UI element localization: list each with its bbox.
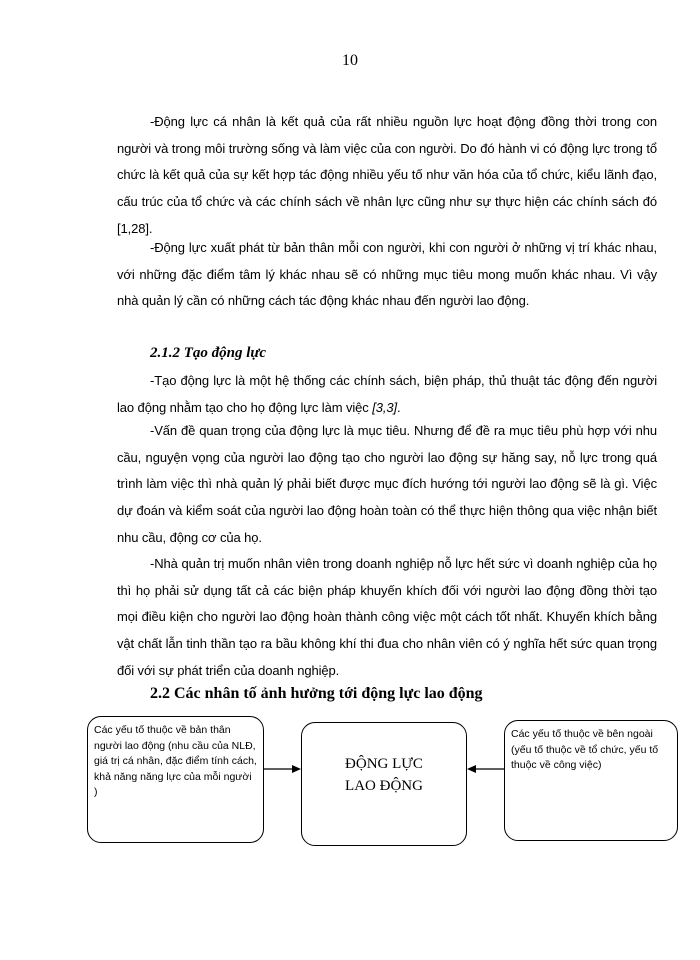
paragraph-motivation-individual: -Động lực cá nhân là kết quả của rất nhiều nguồn lực hoạt động đồng thời trong con người và trong môi trường sống và làm việc của con người. Do đó hành vi có động lực trong tổ chức là kết quả của sự kết hợp tác động nhiều yếu tố như văn hóa của tổ chức, kiểu lãnh đạo, cấu trúc của tổ chức và các chính sách về nhân lực cũng như sự thực hiện các chính sách đó [1,28]. <box>117 114 657 236</box>
arrow-right-to-center <box>467 765 504 773</box>
heading-2-2: 2.2 Các nhân tố ảnh hưởng tới động lực lao động <box>150 685 483 702</box>
citation-3-3: [3,3] <box>372 399 397 415</box>
page-number: 10 <box>342 52 358 69</box>
paragraph-create-motivation-text: -Tạo động lực là một hệ thống các chính sách, biện pháp, thủ thuật tác động đến người lao động nhằm tạo cho họ động lực làm việc <box>117 373 657 415</box>
paragraph-goals: -Vấn đề quan trọng của động lực là mục tiêu. Nhưng để đề ra mục tiêu phù hợp với nhu cầu, nguyện vọng của người lao động tạo cho người lao động sự hăng say, nỗ lực trong quá trình làm việc thì nhà quản lý phải biết được mục đích hướng tới người lao động sẽ là gì. Việc dự đoán và kiểm soát của người lao động hoàn toàn có thể thực hiện thông qua việc nhận biết nhu cầu, động cơ của họ. <box>117 423 657 545</box>
paragraph-motivation-source: -Động lực xuất phát từ bản thân mỗi con người, khi con người ở những vị trí khác nhau, với những đặc điểm tâm lý khác nhau sẽ có những mục tiêu mong muốn khác nhau. Vì vậy nhà quản lý cần có những cách tác động khác nhau đến người lao động. <box>117 240 657 309</box>
paragraph-manager: -Nhà quản trị muốn nhân viên trong doanh nghiệp nỗ lực hết sức vì doanh nghiệp của họ thì họ phải sử dụng tất cả các biện pháp khuyến khích đối với người lao động đồng thời tạo mọi điều kiện cho người lao động hoàn thành công việc một cách tốt nhất. Khuyến khích bằng vật chất lẫn tinh thần tạo ra bầu không khí thi đua cho nhân viên có ý nghĩa hết sức quan trọng đối với sự phát triển của doanh nghiệp. <box>117 556 657 678</box>
personal-factors-text: Các yếu tố thuộc về bản thân người lao động (nhu cầu của NLĐ, giá trị cá nhân, đặc điểm tính cách, khả năng năng lực của mỗi người ) <box>94 724 257 798</box>
external-factors-text: Các yếu tố thuộc về bên ngoài (yếu tố thuộc về tổ chức, yếu tố thuộc về công việc) <box>511 728 659 771</box>
paragraph-end: . <box>396 399 401 415</box>
labor-motivation-line1: ĐỘNG LỰC <box>345 756 423 772</box>
heading-2-1-2: 2.1.2 Tạo động lực <box>150 345 267 361</box>
arrow-left-to-center <box>264 765 301 773</box>
labor-motivation-line2: LAO ĐỘNG <box>345 778 423 794</box>
